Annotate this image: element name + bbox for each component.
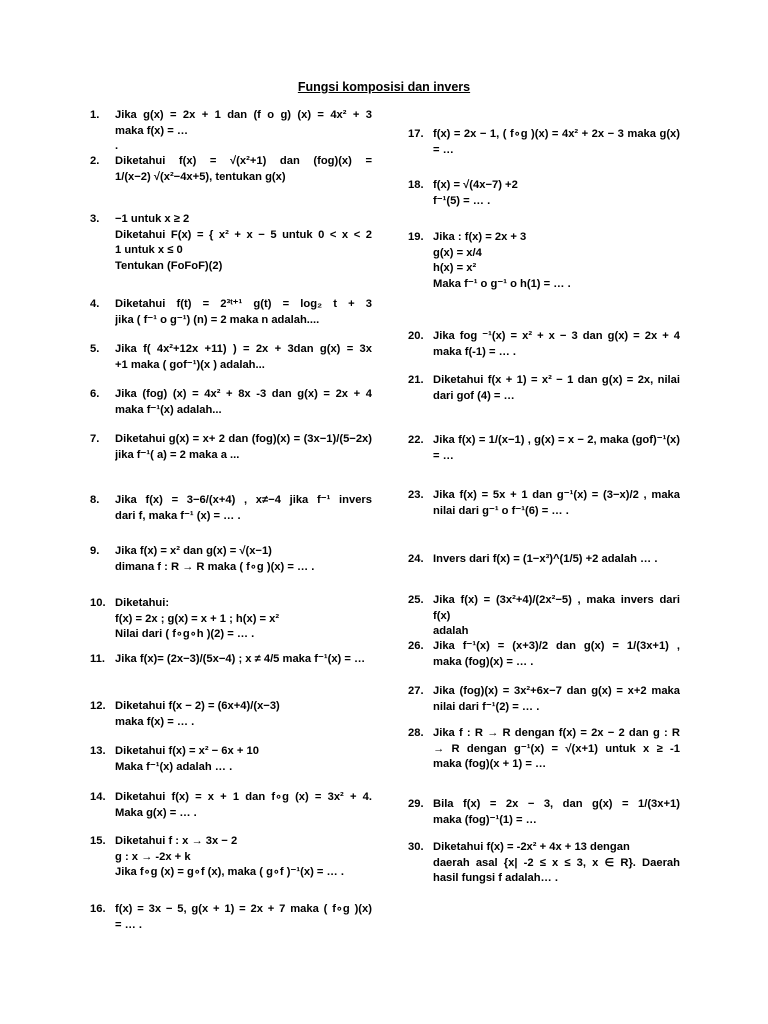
question-line: Jika f(x) = 3−6/(x+4) , x≠−4 jika f⁻¹ invers — [115, 494, 372, 506]
question-number: 5. — [90, 343, 100, 355]
document-title: Fungsi komposisi dan invers — [297, 80, 471, 94]
question-item — [90, 790, 372, 821]
question-line: → R dengan g⁻¹(x) = √(x+1) untuk x ≥ -1 — [433, 742, 680, 755]
question-text — [115, 108, 372, 155]
question-item — [90, 902, 372, 933]
question-line: Diketahui f(x) = √(x²+1) dan (fog)(x) = — [115, 155, 372, 167]
question-line: Jika f(x) = x² dan g(x) = √(x−1) — [115, 545, 272, 557]
question-line: = … — [433, 143, 454, 156]
question-number: 27. — [408, 685, 424, 697]
question-line: maka f⁻¹(x) adalah... — [115, 403, 222, 416]
question-item — [90, 652, 372, 668]
question-line: dimana f : R → R maka ( f∘g )(x) = … . — [115, 560, 315, 573]
question-number: 9. — [90, 545, 100, 557]
question-line: g : x → -2x + k — [115, 850, 191, 863]
question-item — [408, 797, 680, 828]
question-text — [433, 373, 680, 404]
question-text — [433, 840, 680, 887]
question-text — [433, 488, 680, 519]
question-line: Jika f( 4x²+12x +11) ) = 2x + 3dan g(x) = 3x — [115, 343, 372, 355]
question-line: Diketahui f(x) = x² − 6x + 10 — [115, 745, 259, 757]
question-line: Invers dari f(x) = (1−x³)^(1/5) +2 adalah … . — [433, 553, 658, 565]
question-item — [90, 212, 372, 274]
question-number: 7. — [90, 433, 100, 445]
question-text — [115, 652, 372, 668]
question-text — [115, 699, 372, 730]
question-text — [115, 493, 372, 524]
question-text — [115, 596, 372, 643]
question-item — [408, 639, 680, 670]
question-number: 19. — [408, 231, 424, 243]
question-number: 15. — [90, 835, 106, 847]
question-line: Diketahui f(x − 2) = (6x+4)/(x−3) — [115, 700, 280, 712]
question-number: 29. — [408, 798, 424, 810]
question-item — [408, 373, 680, 404]
question-number: 11. — [90, 653, 105, 665]
question-line: Jika f⁻¹(x) = (x+3)/2 dan g(x) = 1/(3x+1) , — [433, 640, 680, 652]
question-line: Diketahui F(x) = { x² + x − 5 untuk 0 < x < 2 — [115, 228, 372, 241]
question-line: Diketahui g(x) = x+ 2 dan (fog)(x) = (3x−1)/(5−2x) — [115, 433, 372, 445]
question-text — [433, 552, 680, 568]
question-line: Jika f(x) = (3x²+4)/(2x²−5) , maka invers dari f(x) — [433, 594, 680, 622]
question-text — [433, 593, 680, 640]
question-text — [115, 902, 372, 933]
question-item — [90, 744, 372, 775]
question-line: Diketahui f(x) = x + 1 dan f∘g (x) = 3x² + 4. — [115, 791, 372, 803]
question-line: h(x) = x² — [433, 262, 477, 274]
question-text — [115, 790, 372, 821]
question-line: maka (fog)(x + 1) = … — [433, 758, 547, 770]
question-text — [115, 834, 372, 881]
question-line: nilai dari g⁻¹ o f⁻¹(6) = … . — [433, 504, 569, 517]
question-text — [433, 230, 680, 292]
question-number: 14. — [90, 791, 106, 803]
question-line: f⁻¹(5) = … . — [433, 194, 491, 207]
question-text — [115, 744, 372, 775]
question-line: Maka f⁻¹(x) adalah … . — [115, 760, 233, 773]
question-number: 6. — [90, 388, 100, 400]
question-line: = … . — [115, 918, 143, 931]
question-text — [115, 212, 372, 274]
question-item — [90, 342, 372, 373]
question-line: maka f(x) = … . — [115, 715, 195, 728]
question-line: maka (fog)⁻¹(1) = … — [433, 813, 537, 826]
question-line: Jika f(x) = 5x + 1 dan g⁻¹(x) = (3−x)/2 , maka — [433, 489, 680, 501]
question-text — [115, 154, 372, 185]
question-line: Diketahui f(t) = 2³ᵗ⁺¹ g(t) = log₂ t + 3 — [115, 298, 372, 310]
question-item — [408, 593, 680, 640]
question-item — [408, 552, 680, 568]
question-line: hasil fungsi f adalah… . — [433, 872, 558, 884]
question-line: Nilai dari ( f∘g∘h )(2) = … . — [115, 628, 255, 640]
question-item — [408, 488, 680, 519]
question-line: Jika g(x) = 2x + 1 dan (f o g) (x) = 4x² + 3 — [115, 109, 372, 121]
question-item — [90, 297, 372, 328]
question-line: g(x) = x/4 — [433, 246, 482, 259]
question-number: 3. — [90, 213, 100, 225]
question-line: Diketahui: — [115, 597, 170, 609]
question-number: 25. — [408, 594, 424, 606]
question-line: −1 untuk x ≥ 2 — [115, 213, 190, 225]
question-item — [408, 230, 680, 292]
question-line: f(x) = 3x − 5, g(x + 1) = 2x + 7 maka ( f∘g )(x) — [115, 903, 372, 915]
question-line: Tentukan (FoFoF)(2) — [115, 259, 223, 272]
question-item — [90, 108, 372, 155]
question-text — [115, 342, 372, 373]
question-line: Diketahui f(x) = -2x² + 4x + 13 dengan — [433, 841, 630, 853]
question-line: Bila f(x) = 2x − 3, dan g(x) = 1/(3x+1) — [433, 798, 680, 810]
question-item — [408, 726, 680, 773]
question-item — [90, 387, 372, 418]
question-item — [408, 684, 680, 715]
question-text — [115, 297, 372, 328]
question-item — [408, 329, 680, 360]
question-line: Jika f(x) = 1/(x−1) , g(x) = x − 2, maka (gof)⁻¹(x) — [433, 434, 680, 446]
question-line: 1/(x−2) √(x²−4x+5), tentukan g(x) — [115, 170, 286, 183]
question-item — [408, 433, 680, 464]
question-number: 17. — [408, 128, 424, 140]
question-line: Jika (fog)(x) = 3x²+6x−7 dan g(x) = x+2 maka — [433, 685, 680, 697]
question-number: 8. — [90, 494, 100, 506]
question-number: 12. — [90, 700, 106, 712]
question-line: jika f⁻¹( a) = 2 maka a ... — [115, 448, 240, 461]
question-line: jika ( f⁻¹ o g⁻¹) (n) = 2 maka n adalah.... — [115, 313, 320, 326]
question-line: dari f, maka f⁻¹ (x) = … . — [115, 509, 241, 522]
question-text — [433, 329, 680, 360]
question-line: f(x) = 2x − 1, ( f∘g )(x) = 4x² + 2x − 3 maka g(x) — [433, 128, 680, 140]
question-text — [433, 433, 680, 464]
question-number: 4. — [90, 298, 100, 310]
question-line: dari gof (4) = … — [433, 389, 515, 402]
question-number: 16. — [90, 903, 106, 915]
question-number: 26. — [408, 640, 424, 652]
question-line: maka f(x) = … — [115, 124, 189, 137]
question-text — [115, 544, 372, 575]
question-item — [408, 127, 680, 158]
question-line: Diketahui f : x → 3x − 2 — [115, 835, 238, 847]
question-line: Jika f : R → R dengan f(x) = 2x − 2 dan g : R — [433, 727, 680, 739]
question-item — [408, 178, 680, 209]
question-number: 2. — [90, 155, 100, 167]
question-text — [115, 432, 372, 463]
question-line: Jika f∘g (x) = g∘f (x), maka ( g∘f )⁻¹(x) = … . — [115, 866, 344, 878]
question-item — [90, 544, 372, 575]
question-line: . — [115, 140, 119, 152]
question-item — [90, 596, 372, 643]
question-item — [90, 154, 372, 185]
question-number: 21. — [408, 374, 424, 386]
question-text — [433, 178, 680, 209]
question-line: maka f(-1) = … . — [433, 345, 516, 358]
question-line: Maka f⁻¹ o g⁻¹ o h(1) = … . — [433, 277, 571, 290]
question-text — [433, 127, 680, 158]
question-text — [433, 797, 680, 828]
question-item — [90, 432, 372, 463]
question-line: = … — [433, 449, 454, 462]
question-line: 1 untuk x ≤ 0 — [115, 244, 183, 256]
question-line: Maka g(x) = … . — [115, 806, 197, 819]
question-number: 28. — [408, 727, 424, 739]
question-item — [90, 493, 372, 524]
question-line: Jika : f(x) = 2x + 3 — [433, 231, 527, 243]
question-line: maka (fog)(x) = … . — [433, 655, 534, 668]
question-number: 30. — [408, 841, 424, 853]
question-line: daerah asal {x| -2 ≤ x ≤ 3, x ∈ R}. Daerah — [433, 856, 680, 869]
question-line: Diketahui f(x + 1) = x² − 1 dan g(x) = 2x, nilai — [433, 374, 680, 386]
question-text — [115, 387, 372, 418]
question-line: Jika f(x)= (2x−3)/(5x−4) ; x ≠ 4/5 maka f⁻¹(x) = … — [115, 653, 366, 665]
question-line: f(x) = √(4x−7) +2 — [433, 179, 518, 191]
question-number: 20. — [408, 330, 424, 342]
question-line: +1 maka ( gof⁻¹)(x ) adalah... — [115, 358, 265, 371]
question-item — [90, 834, 372, 881]
question-line: adalah — [433, 625, 469, 637]
question-line: Jika fog ⁻¹(x) = x² + x − 3 dan g(x) = 2x + 4 — [433, 330, 680, 342]
question-item — [408, 840, 680, 887]
question-number: 22. — [408, 434, 424, 446]
question-number: 23. — [408, 489, 424, 501]
question-text — [433, 639, 680, 670]
question-text — [433, 684, 680, 715]
question-line: nilai dari f⁻¹(2) = … . — [433, 700, 540, 713]
question-line: f(x) = 2x ; g(x) = x + 1 ; h(x) = x² — [115, 612, 280, 625]
question-line: Jika (fog) (x) = 4x² + 8x -3 dan g(x) = 2x + 4 — [115, 388, 372, 400]
question-text — [433, 726, 680, 773]
question-number: 18. — [408, 179, 424, 191]
question-number: 1. — [90, 109, 100, 121]
question-item — [90, 699, 372, 730]
question-number: 24. — [408, 553, 424, 565]
question-number: 10. — [90, 597, 106, 609]
question-number: 13. — [90, 745, 106, 757]
